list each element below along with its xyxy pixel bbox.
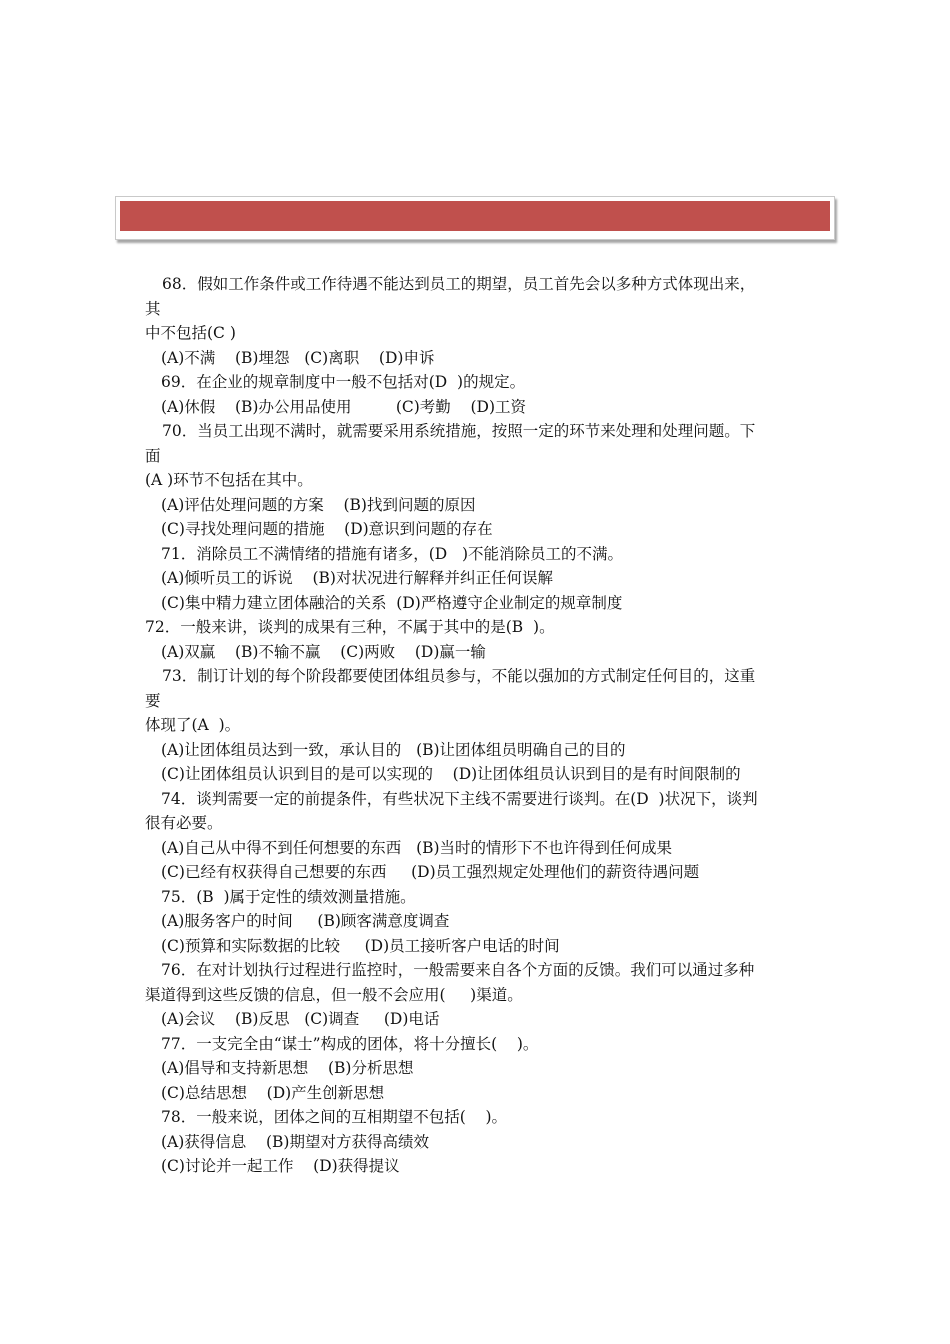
text-line: 很有必要。 xyxy=(145,814,223,832)
text-line: (C)总结思想 (D)产生创新思想 xyxy=(161,1083,385,1102)
text-line: (A)评估处理问题的方案 (B)找到问题的原因 xyxy=(161,495,476,514)
text-line: (A )环节不包括在其中。 xyxy=(145,471,313,489)
header-banner-fill xyxy=(120,201,830,231)
text-line: 74．谈判需要一定的前提条件，有些状况下主线不需要进行谈判。在(D )状况下，谈判 xyxy=(161,789,758,808)
text-line: 69．在企业的规章制度中一般不包括对(D )的规定。 xyxy=(161,373,526,391)
text-line: (A)获得信息 (B)期望对方获得高绩效 xyxy=(161,1132,429,1151)
text-line: (C)讨论并一起工作 (D)获得提议 xyxy=(161,1157,400,1175)
text-line: 75．(B )属于定性的绩效测量措施。 xyxy=(161,887,416,906)
text-line: 体现了(A )。 xyxy=(145,716,241,734)
text-line: 中不包括(C ) xyxy=(145,324,236,342)
text-line: (A)双赢 (B)不输不赢 (C)两败 (D)赢一输 xyxy=(161,642,486,661)
text-line: (A)会议 (B)反思 (C)调查 (D)电话 xyxy=(161,1010,440,1028)
text-line: (A)休假 (B)办公用品使用 (C)考勤 (D)工资 xyxy=(161,397,527,416)
text-line: (C)让团体组员认识到目的是可以实现的 (D)让团体组员认识到目的是有时间限制的 xyxy=(161,765,741,783)
text-line: (C)集中精力建立团体融洽的关系 (D)严格遵守企业制定的规章制度 xyxy=(161,593,623,612)
text-line: (A)倡导和支持新思想 (B)分析思想 xyxy=(161,1059,414,1077)
text-line: 77．一支完全由“谋士”构成的团体，将十分擅长( )。 xyxy=(161,1034,539,1053)
text-line: (C)已经有权获得自己想要的东西 (D)员工强烈规定处理他们的薪资待遇问题 xyxy=(161,863,700,881)
text-line: (C)寻找处理问题的措施 (D)意识到问题的存在 xyxy=(161,520,493,538)
text-line: (A)不满 (B)埋怨 (C)离职 (D)申诉 xyxy=(161,348,435,367)
text-line: (A)倾听员工的诉说 (B)对状况进行解释并纠正任何误解 xyxy=(161,569,553,587)
text-line: (A)服务客户的时间 (B)顾客满意度调查 xyxy=(161,912,450,930)
text-line: 73．制订计划的每个阶段都要使团体组员参与，不能以强加的方式制定任何目的，这重 xyxy=(162,667,756,685)
text-line: 面 xyxy=(145,446,161,465)
text-line: (A)让团体组员达到一致，承认目的 (B)让团体组员明确自己的目的 xyxy=(161,740,626,759)
text-line: 要 xyxy=(145,691,161,710)
header-banner xyxy=(115,196,835,240)
text-line: 68．假如工作条件或工作待遇不能达到员工的期望，员工首先会以多种方式体现出来， xyxy=(162,275,756,293)
text-line: 其 xyxy=(145,299,161,318)
text-line: (C)预算和实际数据的比较 (D)员工接听客户电话的时间 xyxy=(161,936,560,955)
text-line: (A)自己从中得不到任何想要的东西 (B)当时的情形下不也许得到任何成果 xyxy=(161,838,673,857)
text-line: 76．在对计划执行过程进行监控时，一般需要来自各个方面的反馈。我们可以通过多种 xyxy=(161,961,755,979)
text-line: 70．当员工出现不满时，就需要采用系统措施，按照一定的环节来处理和处理问题。下 xyxy=(162,422,756,440)
text-line: 71．消除员工不满情绪的措施有诸多，(D )不能消除员工的不满。 xyxy=(161,544,624,563)
text-line: 78．一般来说，团体之间的互相期望不包括( )。 xyxy=(161,1108,508,1126)
text-line: 渠道得到这些反馈的信息，但一般不会应用( )渠道。 xyxy=(145,985,523,1004)
question-list xyxy=(145,272,805,1179)
text-line: 72．一般来讲，谈判的成果有三种，不属于其中的是(B )。 xyxy=(145,618,555,636)
